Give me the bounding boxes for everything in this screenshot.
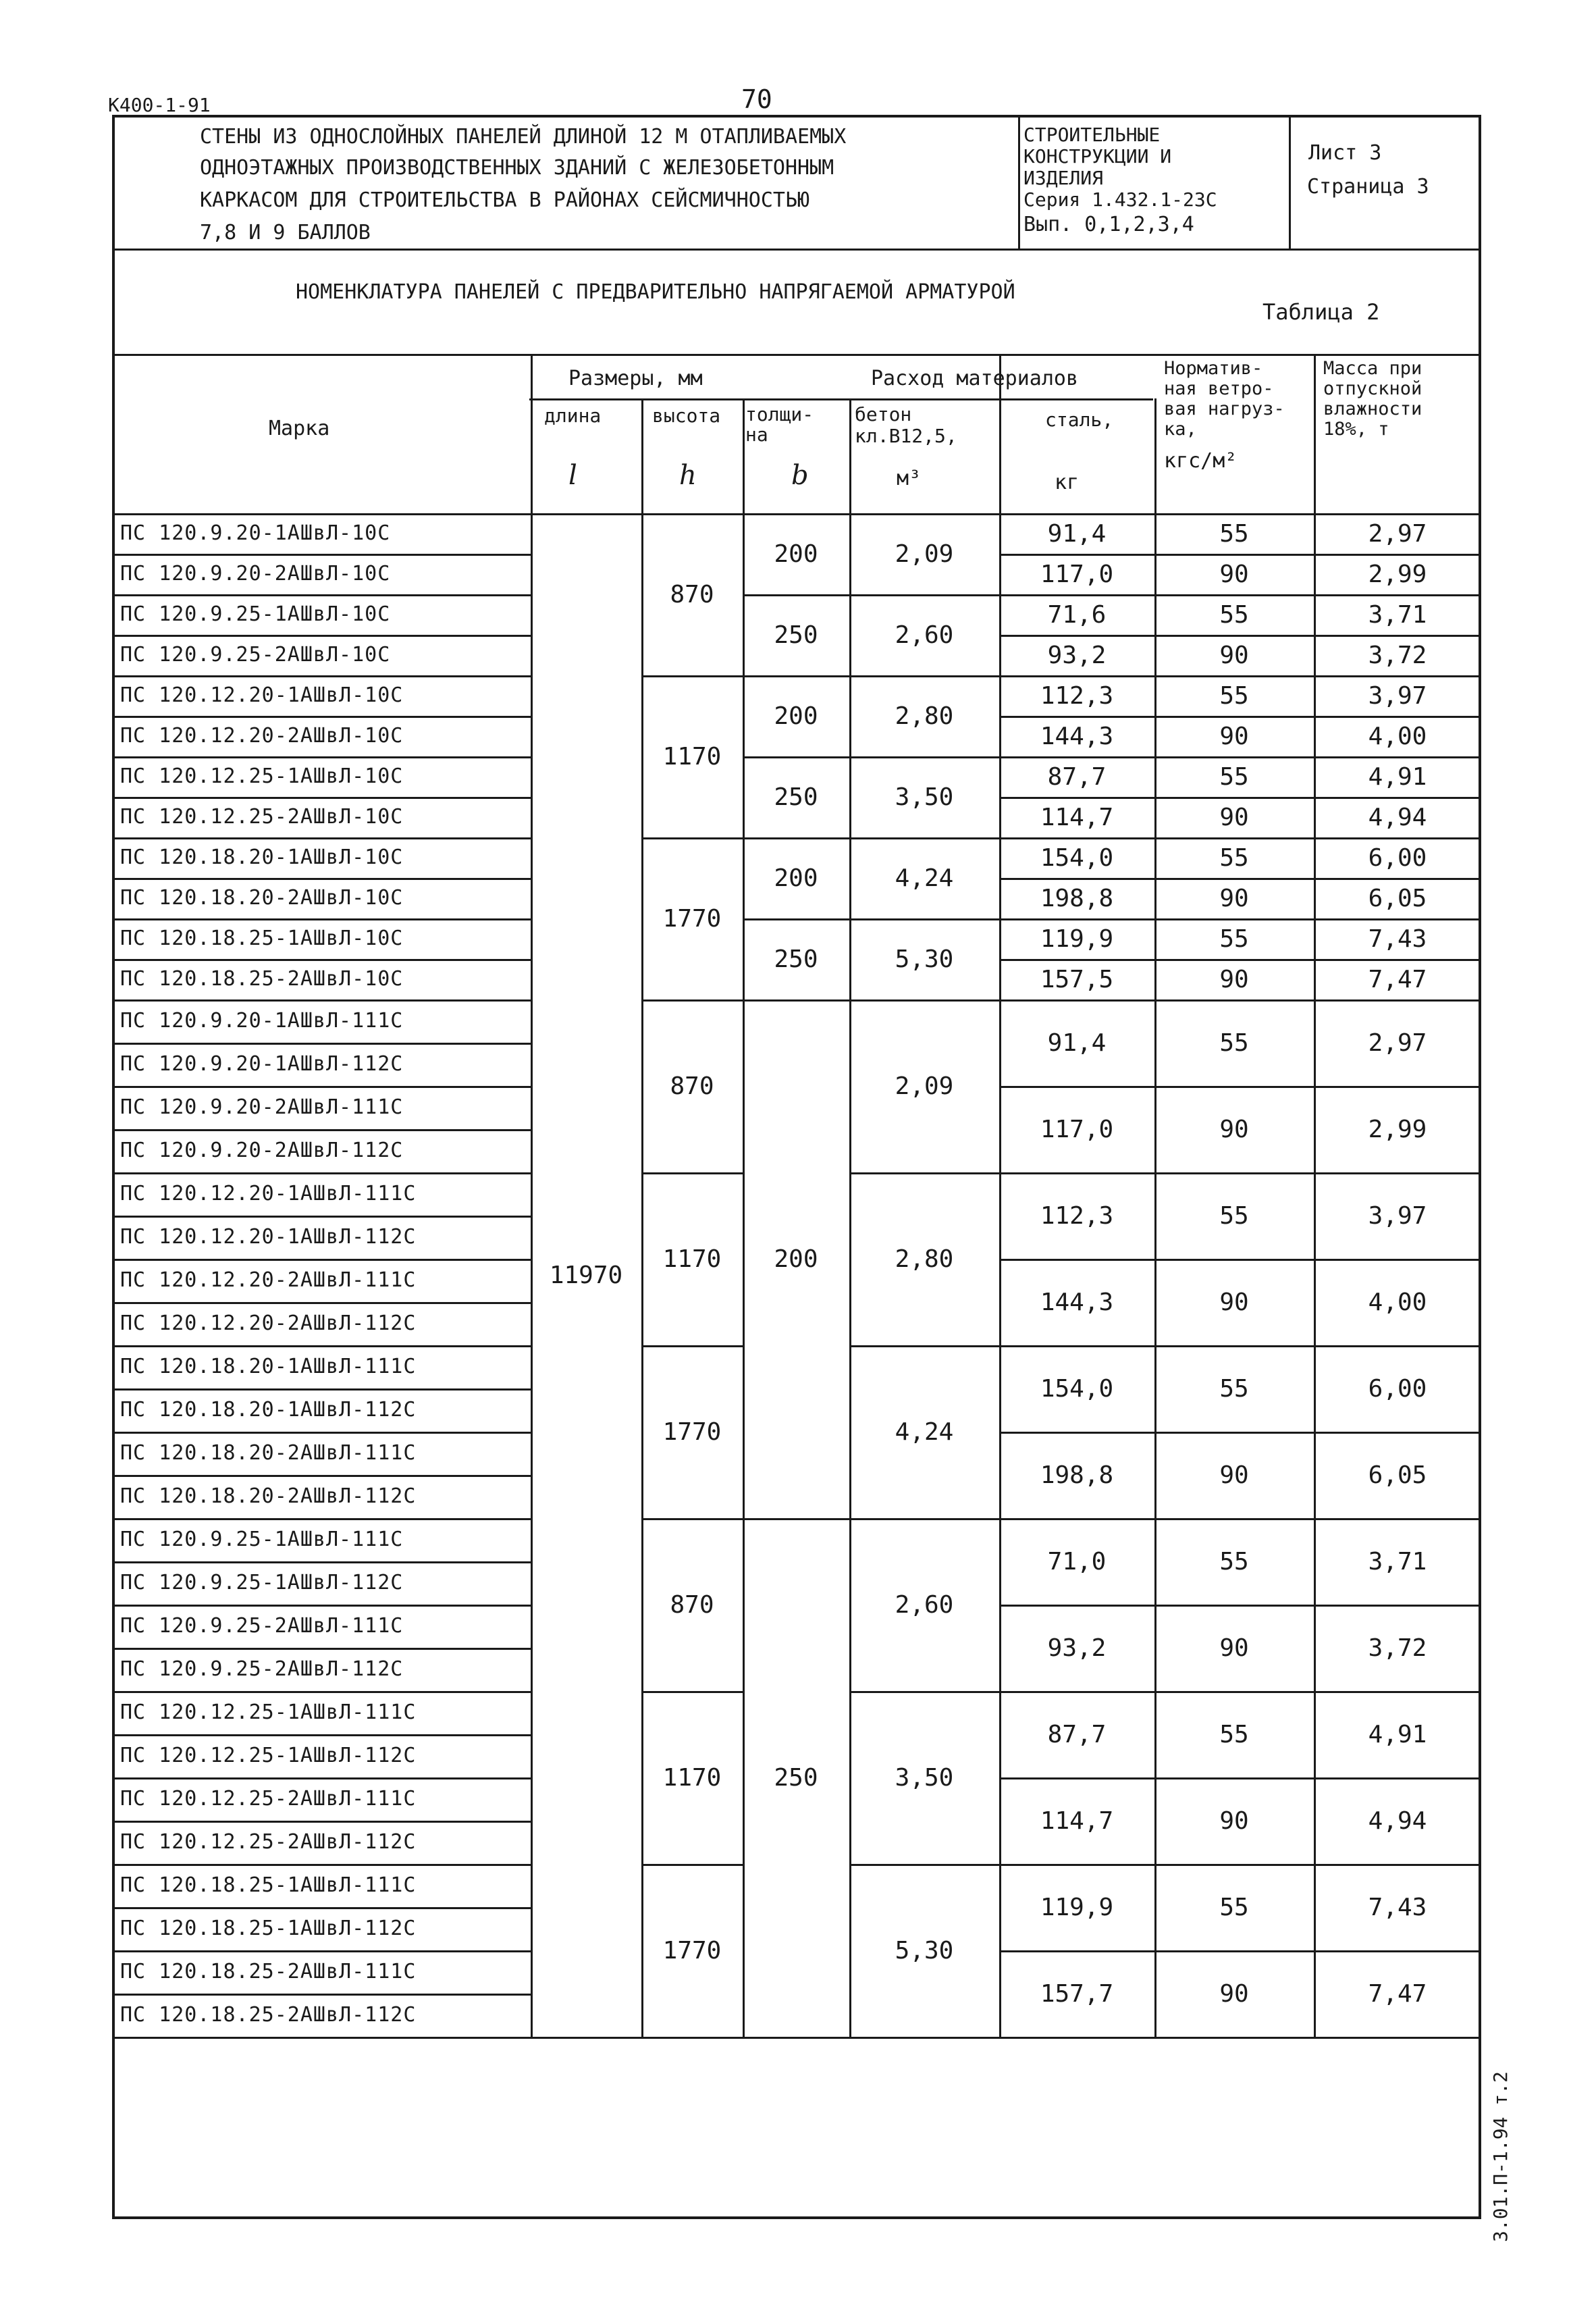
row-line <box>112 1518 531 1520</box>
mass-value: 3,97 <box>1368 1201 1427 1230</box>
group-line <box>641 999 743 1002</box>
row-line <box>999 1605 1481 1607</box>
mass-value: 4,00 <box>1368 1288 1427 1316</box>
row-line <box>112 1691 531 1693</box>
height-value: 1170 <box>662 1245 722 1273</box>
concrete-value: 2,60 <box>895 1590 954 1619</box>
height-value: 1170 <box>662 742 722 771</box>
concrete-value: 5,30 <box>895 945 954 973</box>
header-thickness-2: на <box>745 423 768 446</box>
panel-mark: ПС 120.18.25-2АШвЛ-112С <box>120 2003 417 2027</box>
row-line <box>112 1475 531 1477</box>
group-line <box>849 1691 999 1693</box>
steel-value: 91,4 <box>1047 1029 1107 1057</box>
series-line-2: КОНСТРУКЦИИ И <box>1023 145 1172 167</box>
header-thickness-1: толщи- <box>745 403 814 425</box>
height-value: 1770 <box>662 1936 722 1965</box>
row-line <box>112 554 531 556</box>
wind-load-value: 55 <box>1219 1893 1249 1921</box>
panel-mark: ПС 120.18.20-2АШвЛ-112С <box>120 1484 417 1508</box>
height-value: 870 <box>670 1590 714 1619</box>
wind-load-value: 90 <box>1219 1115 1249 1143</box>
group-line <box>849 756 999 758</box>
table-bottom-line <box>112 2037 1481 2039</box>
doc-code: К400-1-91 <box>108 94 211 116</box>
length-value: 11970 <box>549 1261 623 1289</box>
row-line <box>112 1432 531 1434</box>
row-line <box>999 918 1481 920</box>
thickness-value: 200 <box>774 702 818 730</box>
wind-load-value: 90 <box>1219 884 1249 912</box>
panel-mark: ПС 120.9.25-1АШвЛ-10С <box>120 602 391 626</box>
row-line <box>112 594 531 596</box>
group-line <box>849 675 999 677</box>
wind-load-value: 55 <box>1219 762 1249 791</box>
panel-mark: ПС 120.18.25-1АШвЛ-10С <box>120 927 404 950</box>
panel-mark: ПС 120.18.25-2АШвЛ-111С <box>120 1960 417 1983</box>
row-line <box>112 1216 531 1218</box>
row-line <box>112 999 531 1002</box>
header-concrete-unit: м³ <box>897 467 922 490</box>
steel-value: 198,8 <box>1040 1461 1114 1489</box>
wind-load-value: 55 <box>1219 519 1249 548</box>
wind-load-value: 90 <box>1219 1461 1249 1489</box>
header-steel: сталь, <box>1045 409 1114 431</box>
concrete-value: 2,60 <box>895 621 954 649</box>
mass-value: 6,00 <box>1368 1374 1427 1403</box>
row-line <box>999 756 1481 758</box>
header-mark: Марка <box>269 417 330 440</box>
steel-value: 93,2 <box>1047 641 1107 669</box>
wind-load-value: 55 <box>1219 1029 1249 1057</box>
wind-load-value: 55 <box>1219 1547 1249 1576</box>
row-line <box>112 756 531 758</box>
row-line <box>999 1777 1481 1779</box>
mass-value: 7,43 <box>1368 925 1427 953</box>
mass-value: 4,94 <box>1368 1807 1427 1835</box>
row-line <box>999 1950 1481 1952</box>
steel-value: 119,9 <box>1040 925 1114 953</box>
wind-load-value: 90 <box>1219 965 1249 993</box>
row-line <box>999 797 1481 799</box>
panel-mark: ПС 120.18.20-2АШвЛ-10С <box>120 886 404 910</box>
row-line <box>999 999 1481 1002</box>
row-line <box>112 1129 531 1131</box>
group-line <box>641 1345 743 1347</box>
mass-value: 4,00 <box>1368 722 1427 750</box>
header-length-symbol: l <box>568 460 577 491</box>
row-line <box>112 635 531 637</box>
row-line <box>112 878 531 880</box>
steel-value: 154,0 <box>1040 843 1114 872</box>
thickness-value: 250 <box>774 621 818 649</box>
row-line <box>112 1950 531 1952</box>
row-line <box>112 1086 531 1088</box>
mass-value: 6,05 <box>1368 1461 1427 1489</box>
header-materials: Расход материалов <box>871 367 1079 390</box>
steel-value: 157,7 <box>1040 1979 1114 2008</box>
steel-value: 87,7 <box>1047 1720 1107 1748</box>
height-value: 1170 <box>662 1763 722 1792</box>
panel-mark: ПС 120.18.20-1АШвЛ-111С <box>120 1355 417 1378</box>
thickness-value: 250 <box>774 945 818 973</box>
mass-value: 7,43 <box>1368 1893 1427 1921</box>
mass-value: 3,71 <box>1368 1547 1427 1576</box>
height-value: 1770 <box>662 904 722 933</box>
series-line-3: ИЗДЕЛИЯ <box>1023 167 1104 189</box>
table-title: НОМЕНКЛАТУРА ПАНЕЛЕЙ С ПРЕДВАРИТЕЛЬНО НАПРЯГАЕМОЙ АРМАТУРОЙ <box>296 280 1015 304</box>
header-height: высота <box>652 405 721 427</box>
header-mass-4: 18%, т <box>1323 419 1389 440</box>
steel-value: 154,0 <box>1040 1374 1114 1403</box>
row-line <box>999 635 1481 637</box>
panel-mark: ПС 120.12.25-2АШвЛ-112С <box>120 1830 417 1854</box>
row-line <box>112 1777 531 1779</box>
group-line <box>641 1172 743 1174</box>
steel-value: 114,7 <box>1040 803 1114 831</box>
panel-mark: ПС 120.9.25-2АШвЛ-111С <box>120 1614 404 1638</box>
steel-value: 71,0 <box>1047 1547 1107 1576</box>
wind-load-value: 90 <box>1219 1634 1249 1662</box>
row-line <box>999 837 1481 839</box>
row-line <box>112 918 531 920</box>
group-line <box>849 999 999 1002</box>
title-line-4: 7,8 И 9 БАЛЛОВ <box>200 221 371 244</box>
concrete-value: 2,09 <box>895 1072 954 1100</box>
mass-value: 7,47 <box>1368 965 1427 993</box>
title-line-1: СТЕНЫ ИЗ ОДНОСЛОЙНЫХ ПАНЕЛЕЙ ДЛИНОЙ 12 М ОТАПЛИВАЕМЫХ <box>200 125 847 149</box>
title-line-3: КАРКАСОМ ДЛЯ СТРОИТЕЛЬСТВА В РАЙОНАХ СЕЙСМИЧНОСТЬЮ <box>200 188 810 212</box>
steel-value: 93,2 <box>1047 1634 1107 1662</box>
thickness-value: 200 <box>774 540 818 568</box>
row-line <box>999 1691 1481 1693</box>
steel-value: 157,5 <box>1040 965 1114 993</box>
thickness-value: 200 <box>774 1245 818 1273</box>
panel-mark: ПС 120.12.20-2АШвЛ-112С <box>120 1311 417 1335</box>
header-thickness-symbol: b <box>791 460 809 491</box>
concrete-value: 4,24 <box>895 864 954 892</box>
row-line <box>999 959 1481 961</box>
sheet-label: Лист 3 <box>1308 141 1382 165</box>
row-line <box>112 1388 531 1391</box>
group-line <box>743 918 849 920</box>
thickness-value: 200 <box>774 864 818 892</box>
row-line <box>112 1561 531 1563</box>
group-line <box>743 999 849 1002</box>
row-line <box>112 1648 531 1650</box>
group-line <box>641 837 743 839</box>
header-mass-3: влажности <box>1323 398 1422 419</box>
panel-mark: ПС 120.9.25-1АШвЛ-112С <box>120 1571 404 1594</box>
mass-value: 4,91 <box>1368 762 1427 791</box>
row-line <box>999 1259 1481 1261</box>
header-concrete-2: кл.В12,5, <box>855 425 957 447</box>
panel-mark: ПС 120.9.20-2АШвЛ-112С <box>120 1139 404 1162</box>
wind-load-value: 90 <box>1219 1979 1249 2008</box>
mass-value: 7,47 <box>1368 1979 1427 2008</box>
panel-mark: ПС 120.9.25-2АШвЛ-112С <box>120 1657 404 1681</box>
row-line <box>112 675 531 677</box>
group-line <box>641 675 743 677</box>
wind-load-value: 90 <box>1219 641 1249 669</box>
group-line <box>641 1518 743 1520</box>
row-line <box>112 1734 531 1736</box>
group-line <box>743 756 849 758</box>
steel-value: 91,4 <box>1047 519 1107 548</box>
header-steel-unit: кг <box>1055 471 1080 494</box>
header-mass-1: Масса при <box>1323 358 1422 379</box>
mass-value: 4,94 <box>1368 803 1427 831</box>
panel-mark: ПС 120.18.20-1АШвЛ-112С <box>120 1398 417 1422</box>
row-line <box>112 959 531 961</box>
row-line <box>112 1302 531 1304</box>
wind-load-value: 90 <box>1219 803 1249 831</box>
panel-mark: ПС 120.18.25-1АШвЛ-112С <box>120 1917 417 1940</box>
height-value: 1770 <box>662 1418 722 1446</box>
steel-value: 112,3 <box>1040 681 1114 710</box>
wind-load-value: 55 <box>1219 925 1249 953</box>
mass-value: 2,97 <box>1368 519 1427 548</box>
panel-mark: ПС 120.12.25-2АШвЛ-10С <box>120 805 404 829</box>
steel-value: 144,3 <box>1040 1288 1114 1316</box>
panel-mark: ПС 120.12.20-2АШвЛ-111С <box>120 1268 417 1292</box>
steel-value: 117,0 <box>1040 560 1114 588</box>
steel-value: 114,7 <box>1040 1807 1114 1835</box>
concrete-value: 2,09 <box>895 540 954 568</box>
row-line <box>999 878 1481 880</box>
group-line <box>743 675 849 677</box>
row-line <box>112 1605 531 1607</box>
panel-mark: ПС 120.12.25-1АШвЛ-112С <box>120 1744 417 1767</box>
group-line <box>743 837 849 839</box>
panel-mark: ПС 120.18.20-1АШвЛ-10С <box>120 846 404 869</box>
wind-load-value: 55 <box>1219 843 1249 872</box>
panel-mark: ПС 120.12.20-1АШвЛ-112С <box>120 1225 417 1249</box>
header-concrete-1: бетон <box>855 403 912 425</box>
row-line <box>999 1432 1481 1434</box>
steel-value: 117,0 <box>1040 1115 1114 1143</box>
group-line <box>849 1518 999 1520</box>
wind-load-value: 90 <box>1219 722 1249 750</box>
group-line <box>849 594 999 596</box>
mass-value: 3,72 <box>1368 1634 1427 1662</box>
title-line-2: ОДНОЭТАЖНЫХ ПРОИЗВОДСТВЕННЫХ ЗДАНИЙ С ЖЕЛЕЗОБЕТОННЫМ <box>200 156 834 180</box>
wind-load-value: 90 <box>1219 560 1249 588</box>
header-sizes: Размеры, мм <box>568 367 703 390</box>
mass-value: 6,00 <box>1368 843 1427 872</box>
row-line <box>112 1259 531 1261</box>
mass-value: 2,99 <box>1368 560 1427 588</box>
table-label: Таблица 2 <box>1262 299 1380 325</box>
steel-value: 87,7 <box>1047 762 1107 791</box>
panel-mark: ПС 120.9.20-1АШвЛ-111С <box>120 1009 404 1033</box>
row-line <box>999 1518 1481 1520</box>
row-line <box>999 1086 1481 1088</box>
steel-value: 198,8 <box>1040 884 1114 912</box>
group-line <box>641 1864 743 1866</box>
header-length: длина <box>544 405 602 427</box>
wind-load-value: 90 <box>1219 1807 1249 1835</box>
mass-value: 6,05 <box>1368 884 1427 912</box>
mass-value: 3,97 <box>1368 681 1427 710</box>
height-value: 870 <box>670 580 714 608</box>
row-line <box>999 1172 1481 1174</box>
steel-value: 112,3 <box>1040 1201 1114 1230</box>
concrete-value: 2,80 <box>895 1245 954 1273</box>
side-code: 3.01.П-1.94 т.2 <box>1489 2071 1512 2242</box>
wind-load-value: 90 <box>1219 1288 1249 1316</box>
steel-value: 119,9 <box>1040 1893 1114 1921</box>
panel-mark: ПС 120.12.25-1АШвЛ-111С <box>120 1700 417 1724</box>
panel-mark: ПС 120.12.20-2АШвЛ-10С <box>120 724 404 748</box>
row-line <box>112 1821 531 1823</box>
row-line <box>999 554 1481 556</box>
group-line <box>849 918 999 920</box>
panel-mark: ПС 120.9.25-1АШвЛ-111С <box>120 1528 404 1551</box>
header-wind-unit: кгс/м² <box>1164 449 1238 473</box>
thickness-value: 250 <box>774 783 818 811</box>
row-line <box>112 1345 531 1347</box>
thickness-value: 250 <box>774 1763 818 1792</box>
series-line-4: Серия 1.432.1-23С <box>1023 188 1217 211</box>
panel-mark: ПС 120.12.25-2АШвЛ-111С <box>120 1787 417 1811</box>
height-value: 870 <box>670 1072 714 1100</box>
concrete-value: 3,50 <box>895 1763 954 1792</box>
row-line <box>112 1043 531 1045</box>
page-label: Страница 3 <box>1307 175 1429 199</box>
row-line <box>112 797 531 799</box>
panel-mark: ПС 120.18.25-1АШвЛ-111С <box>120 1873 417 1897</box>
concrete-value: 4,24 <box>895 1418 954 1446</box>
header-height-symbol: h <box>679 460 697 491</box>
panel-mark: ПС 120.9.20-2АШвЛ-10С <box>120 562 391 586</box>
row-line <box>112 1864 531 1866</box>
header-wind-2: ная ветро- <box>1164 378 1274 399</box>
mass-value: 2,97 <box>1368 1029 1427 1057</box>
group-line <box>849 1345 999 1347</box>
wind-load-value: 55 <box>1219 1374 1249 1403</box>
steel-value: 144,3 <box>1040 722 1114 750</box>
panel-mark: ПС 120.9.25-2АШвЛ-10С <box>120 643 391 667</box>
group-line <box>849 1172 999 1174</box>
row-line <box>999 594 1481 596</box>
row-line <box>112 1994 531 1996</box>
panel-mark: ПС 120.12.20-1АШвЛ-111С <box>120 1182 417 1205</box>
concrete-value: 2,80 <box>895 702 954 730</box>
concrete-value: 5,30 <box>895 1936 954 1965</box>
group-line <box>849 1864 999 1866</box>
wind-load-value: 55 <box>1219 1720 1249 1748</box>
group-line <box>743 1518 849 1520</box>
group-line <box>641 1691 743 1693</box>
row-line <box>999 1345 1481 1347</box>
series-line-1: СТРОИТЕЛЬНЫЕ <box>1023 124 1161 146</box>
mass-value: 3,71 <box>1368 600 1427 629</box>
group-line <box>849 837 999 839</box>
panel-mark: ПС 120.12.20-1АШвЛ-10С <box>120 683 404 707</box>
series-line-5: Вып. 0,1,2,3,4 <box>1023 213 1194 236</box>
header-wind-3: вая нагруз- <box>1164 398 1285 419</box>
panel-mark: ПС 120.12.25-1АШвЛ-10С <box>120 764 404 788</box>
concrete-value: 3,50 <box>895 783 954 811</box>
steel-value: 71,6 <box>1047 600 1107 629</box>
row-line <box>112 1907 531 1909</box>
panel-mark: ПС 120.9.20-2АШвЛ-111С <box>120 1095 404 1119</box>
row-line <box>112 837 531 839</box>
mass-value: 4,91 <box>1368 1720 1427 1748</box>
row-line <box>112 1172 531 1174</box>
mass-value: 3,72 <box>1368 641 1427 669</box>
panel-mark: ПС 120.18.20-2АШвЛ-111С <box>120 1441 417 1465</box>
panel-mark: ПС 120.9.20-1АШвЛ-112С <box>120 1052 404 1076</box>
header-mass-2: отпускной <box>1323 378 1422 399</box>
header-wind-4: ка, <box>1164 419 1197 440</box>
header-wind-1: Норматив- <box>1164 358 1263 379</box>
wind-load-value: 55 <box>1219 681 1249 710</box>
row-line <box>999 675 1481 677</box>
panel-mark: ПС 120.9.20-1АШвЛ-10С <box>120 521 391 545</box>
wind-load-value: 55 <box>1219 600 1249 629</box>
row-line <box>112 716 531 718</box>
wind-load-value: 55 <box>1219 1201 1249 1230</box>
row-line <box>999 716 1481 718</box>
group-line <box>743 594 849 596</box>
panel-mark: ПС 120.18.25-2АШвЛ-10С <box>120 967 404 991</box>
mass-value: 2,99 <box>1368 1115 1427 1143</box>
page-number: 70 <box>741 84 772 114</box>
row-line <box>999 1864 1481 1866</box>
